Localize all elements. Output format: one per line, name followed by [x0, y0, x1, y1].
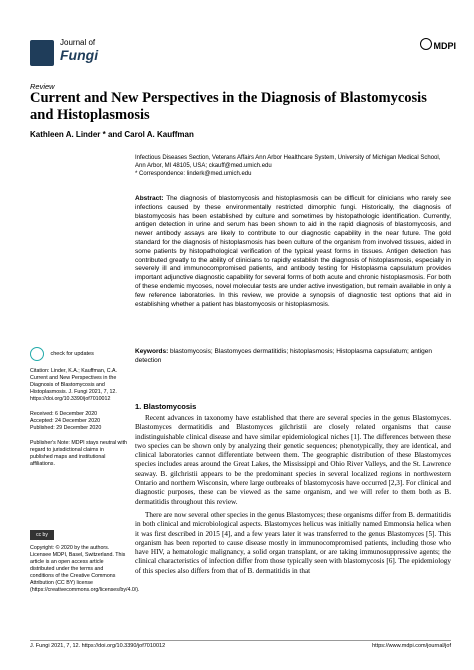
check-updates-icon	[30, 347, 44, 361]
publisher-note: Publisher's Note: MDPI stays neutral with regard to jurisdictional claims in published maps and institutional affiliations.	[30, 440, 127, 467]
body-text	[135, 414, 451, 580]
section-heading: 1. Blastomycosis	[135, 402, 197, 411]
paragraph: There are now several other species in the genus Blastomyces; these organisms differ from B. dermatitidis in both clinical and microbiological aspects. Blastomyces helicus was initially named Emmonsia helica when it was first described in 2015 [4], and a few years later it was transferred to the genus Blastomyces [5]. This organism has been reported to cause disease mostly in immunocompromised patients, including those who have HIV, a hematologic malignancy, a solid organ transplant, or are taking immunosuppressive agents; the clinical characteristics of infection differ from those typically seen with blastomycosis [6]. The epidemiology of this species also differs from that of B. dermatitidis in that	[135, 510, 451, 575]
accepted-date: Accepted: 24 December 2020	[30, 418, 101, 424]
keywords-text: blastomycosis; Blastomyces dermatitidis; histoplasmosis; Histoplasma capsulatum; antigen detection	[135, 348, 432, 364]
abstract-label: Abstract:	[135, 195, 164, 202]
correspondence: * Correspondence: linderk@med.umich.edu	[135, 171, 252, 178]
published-date: Published: 29 December 2020	[30, 425, 102, 431]
keywords	[135, 348, 451, 366]
footer-divider	[30, 640, 451, 641]
check-for-updates[interactable]	[30, 345, 110, 363]
copyright-block	[30, 545, 140, 598]
paragraph: Recent advances in taxonomy have established that there are several species in the genus Blastomyces. Blastomyces dermatitidis and Blastomyces gilchristii are closely related organisms that cause indistinguishable clinical disease and have similar epidemiological niches [1]. The differences between these two species can be shown only by analyzing their genetic sequences; phenotypically, they are identical, and clinical laboratories cannot differentiate between them. The geographic distribution of these Blastomyces species includes areas around the Great Lakes, the Mississippi and Ohio River Valleys, and the St. Lawrence seaway. B. gilchristii appears to be the predominant species in several localized regions in northwestern Ontario and northern Wisconsin, where large outbreaks of blastomycosis have occurred [2,3]. For clinical and diagnostic purposes, these can be viewed as the same organism, and we will refer to them both as B. dermatitidis throughout this review.	[135, 414, 451, 506]
cc-license-icon[interactable]: cc by	[30, 530, 54, 540]
affiliation: Infectious Diseases Section, Veterans Affairs Ann Arbor Healthcare System, University of Michigan Medical School, Ann Arbor, MI 48105, USA; ckauff@med.umich.edu	[135, 155, 441, 170]
citation: Citation: Linder, K.A.; Kauffman, C.A. Current and New Perspectives in the Diagnosis of Blastomycosis and Histoplasmosis. J. Fungi 2021, 7, 12. https://doi.org/10.3390/jof7010012	[30, 368, 118, 402]
copyright: Copyright: © 2020 by the authors. Licensee MDPI, Basel, Switzerland. This article is an open access article distributed under the terms and conditions of the Creative Commons Attribution (CC BY) license (https://creativecommons.org/licenses/by/4.0/).	[30, 545, 140, 593]
affiliation-block	[135, 154, 450, 179]
received-date: Received: 6 December 2020	[30, 411, 98, 417]
journal-label: Journal of	[60, 38, 96, 47]
publisher-logo	[420, 38, 457, 51]
publisher-name: MDPI	[433, 41, 456, 51]
article-type: Review	[30, 82, 55, 91]
journal-logo	[30, 40, 54, 66]
article-title: Current and New Perspectives in the Diagnosis of Blastomycosis and Histoplasmosis	[30, 90, 427, 123]
journal-name: Fungi	[60, 47, 99, 63]
article-sidebar	[30, 368, 128, 472]
abstract	[135, 195, 451, 309]
mdpi-icon	[420, 38, 432, 50]
footer-citation[interactable]: J. Fungi 2021, 7, 12. https://doi.org/10.3390/jof7010012	[30, 643, 166, 649]
abstract-text: The diagnosis of blastomycosis and histoplasmosis can be difficult for clinicians who rarely see infections caused by these environmentally restricted dimorphic fungi. Historically, the diagnosis of blastomycosis has been established by culture and sometimes by histopathologic identification. Currently, antigen detection in urine and serum has been shown to aid in the rapid diagnosis of blastomycosis, and newer antibody assays are likely to contribute to our diagnostic capability in the near future. The gold standard for the diagnosis of histoplasmosis has been culture of the organism from involved tissues, aided in some patients by histopathological verification of the typical yeast forms in tissues. Antigen detection has contributed greatly to the ability of clinicians to rapidly establish the diagnosis of histoplasmosis, especially in severely ill and immunocompromised patients, and antibody testing for Histoplasma capsulatum provides important adjunctive diagnostic capability for several forms of both acute and chronic histoplasmosis. For both of these endemic mycoses, novel molecular tests are under active investigation, but remain available in only a few reference laboratories. In this review, we provide a synopsis of diagnostic test options that aid in establishing whether a patient has blastomycosis or histoplasmosis.	[135, 195, 451, 308]
footer-url[interactable]: https://www.mdpi.com/journal/jof	[372, 643, 451, 649]
keywords-label: Keywords:	[135, 348, 169, 355]
check-updates-label: check for updates	[50, 350, 94, 357]
author-line: Kathleen A. Linder * and Carol A. Kauffman	[30, 130, 194, 139]
